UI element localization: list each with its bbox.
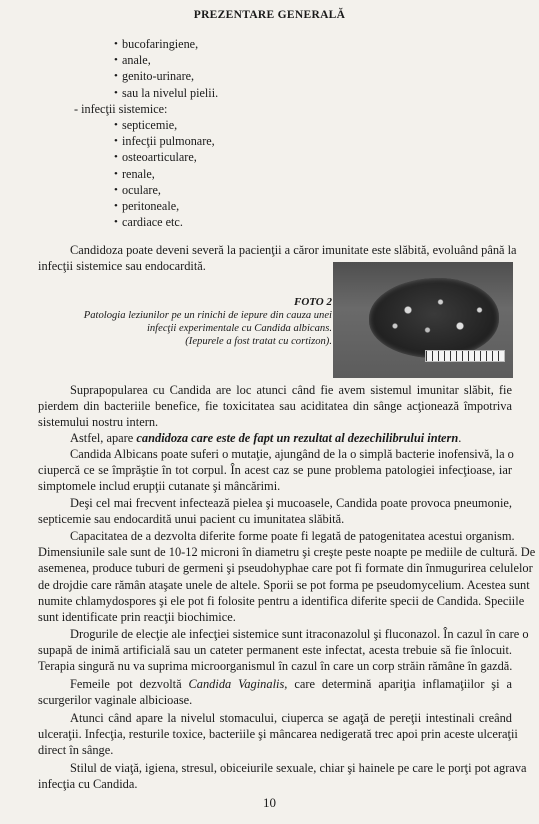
- text-line: numite chlamydospores şi ele pot fi folosite pentru a identifica diferite specii de Candida. Speciile: [38, 593, 525, 608]
- text-line: [38, 676, 512, 692]
- list-item: • bucofaringiene,: [74, 36, 218, 52]
- list-item: • oculare,: [74, 182, 218, 198]
- paragraph: [38, 430, 512, 446]
- caption-line: infecţii experimentale cu Candida albicans.: [146, 323, 332, 334]
- text-line: Candida Albicans poate suferi o mutaţie, ajungând de la o simplă bacterie inofensivă, la o: [70, 447, 514, 461]
- text-line: Atunci când apare la nivelul stomacului, ciuperca se agaţă de pereţii intestinali creând: [70, 711, 512, 725]
- text-line: infecţii sistemice sau endocardită.: [38, 259, 206, 274]
- text-line: pierdem din bacteriile benefice, fie toxicitatea sau aciditatea din sânge acţionează împotriva: [38, 399, 512, 414]
- emphasis-text: candidoza care este de fapt un rezultat al dezechilibrului intern: [136, 431, 459, 445]
- paragraph: [38, 676, 512, 708]
- text-line: ciupercă ce se împrăştie în tot corpul. În acest caz se pune problema patologiei infecţioase, iar: [38, 463, 512, 478]
- infection-list: [74, 36, 218, 230]
- text-line: Stilul de viaţă, igiena, stresul, obiceiurile sexuale, chiar şi hainele pe care le porţi pot agrava: [70, 761, 527, 775]
- list-item: • infecţii pulmonare,: [74, 133, 218, 149]
- list-item: • renale,: [74, 166, 218, 182]
- text-span: Femeile pot dezvoltă: [70, 677, 189, 691]
- paragraph: [38, 626, 529, 675]
- kidney-image: [369, 278, 499, 358]
- text-span: , care determină apariţia inflamaţiilor şi a: [284, 677, 512, 691]
- list-item: • osteoarticulare,: [74, 149, 218, 165]
- text-line: Dimensiunile sale sunt de 10-12 microni în diametru şi creşte peste noapte pe mediile de cultură. De: [38, 545, 536, 560]
- figure-caption: [42, 296, 332, 348]
- text-line: simptomele includ erupţii cutanate şi mâncărimi.: [38, 479, 281, 494]
- text-line: direct în sânge.: [38, 743, 114, 758]
- text-line: ulceraţii. Infecţia, resturile toxice, bacteriile şi mâncarea nedigerată trec apoi prin aceste ulceraţii: [38, 727, 518, 742]
- text-line: Drogurile de elecţie ale infecţiei sistemice sunt itraconazolul şi fluconazol. În cazul în care o: [70, 627, 529, 641]
- figure-label: FOTO 2: [294, 296, 332, 308]
- text-line: sunt identificate prin reacţii biochimice.: [38, 610, 236, 625]
- caption-line: Patologia leziunilor pe un rinichi de iepure din cauza unei: [83, 310, 332, 321]
- text-span: Astfel, apare: [70, 431, 137, 445]
- text-line: Suprapopularea cu Candida are loc atunci când fie avem sistemul imunitar slăbit, fie: [70, 383, 512, 397]
- scale-bar: [425, 350, 505, 362]
- list-item: • peritoneale,: [74, 198, 218, 214]
- caption-line: (Iepurele a fost tratat cu cortizon).: [185, 336, 332, 347]
- list-item: • septicemie,: [74, 117, 218, 133]
- text-line: asemenea, produce tuburi de germeni şi pseudohyphae care pot fi formate din înmugurirea celulelor: [38, 561, 533, 576]
- paragraph: [38, 710, 518, 759]
- paragraph: [38, 382, 512, 431]
- text-line: septicemie sau endocardită unui pacient cu imunitatea slăbită.: [38, 512, 345, 527]
- list-item: • cardiace etc.: [74, 214, 218, 230]
- text-line: Terapia singură nu va suprima microorganismul în cazul în care un corp străin rămâne în gazdă.: [38, 659, 513, 674]
- kidney-photo: [333, 262, 513, 378]
- text-line: Deşi cel mai frecvent infectează pielea şi mucoasele, Candida poate provoca pneumonie,: [70, 496, 512, 510]
- text-line: scurgerilor vaginale albicioase.: [38, 693, 193, 708]
- text-line: infecţia cu Candida.: [38, 777, 138, 792]
- systemic-heading: - infecţii sistemice:: [74, 101, 168, 116]
- page-header: PREZENTARE GENERALĂ: [193, 9, 346, 21]
- text-line: de drojdie care rămân ataşate unele de altele. Sporii se pot forma pe pseudomycelium. Acestea sunt: [38, 577, 530, 592]
- list-item: • genito-urinare,: [74, 68, 218, 84]
- text-line: Capacitatea de a dezvolta diferite forme poate fi legată de patogenitatea acestui organism.: [70, 529, 515, 543]
- paragraph: [38, 446, 512, 495]
- paragraph: [38, 495, 512, 527]
- emphasis-text: Candida Vaginalis: [188, 677, 285, 691]
- text-line: supapă de inimă artificială sau un cateter permanent este infectat, acesta trebuie să fie înlocuit.: [38, 643, 512, 658]
- list-item: • anale,: [74, 52, 218, 68]
- text-line: sistemului nostru intern.: [38, 415, 159, 430]
- page-number: 10: [263, 795, 276, 810]
- text-line: Candidoza poate deveni severă la pacienţii a căror imunitate este slăbită, evoluând până la: [70, 243, 517, 257]
- list-item: • sau la nivelul pielii.: [74, 85, 218, 101]
- paragraph: [38, 760, 527, 792]
- text-span: .: [458, 431, 462, 445]
- paragraph: [38, 528, 536, 625]
